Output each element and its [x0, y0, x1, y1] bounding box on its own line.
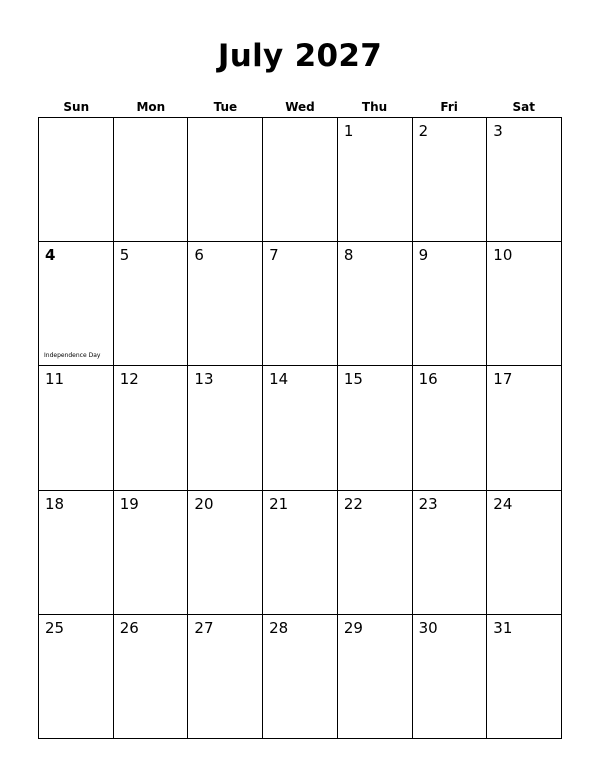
day-cell	[338, 491, 413, 615]
day-cell	[413, 491, 488, 615]
day-cell	[39, 366, 114, 490]
weekday-wed: Wed	[285, 100, 315, 114]
day-cell	[39, 491, 114, 615]
day-number: 29	[343, 618, 363, 637]
day-number: 21	[269, 494, 289, 513]
day-number: 31	[493, 618, 513, 637]
day-number: 4	[45, 246, 56, 265]
day-cell	[188, 615, 263, 739]
day-number: 11	[45, 370, 65, 389]
day-cell	[39, 242, 114, 366]
day-cell	[338, 615, 413, 739]
day-cell	[39, 615, 114, 739]
day-number: 17	[493, 370, 513, 389]
day-cell	[188, 118, 263, 242]
day-cell	[263, 491, 338, 615]
day-cell	[487, 118, 562, 242]
day-number: 14	[269, 370, 289, 389]
weekday-sat: Sat	[512, 100, 535, 114]
calendar-grid	[38, 117, 562, 739]
day-number: 22	[343, 494, 363, 513]
day-cell	[338, 242, 413, 366]
day-cell	[413, 366, 488, 490]
day-number: 19	[119, 494, 139, 513]
weekday-tue: Tue	[213, 100, 238, 114]
day-cell	[263, 366, 338, 490]
day-cell	[263, 242, 338, 366]
day-number: 1	[343, 122, 354, 140]
day-number: 3	[493, 122, 503, 140]
day-cell	[338, 366, 413, 490]
day-cell	[114, 366, 189, 490]
day-cell	[188, 242, 263, 366]
weekday-header	[39, 97, 561, 117]
day-cell	[114, 242, 189, 366]
day-cell	[188, 491, 263, 615]
day-cell	[188, 366, 263, 490]
day-cell	[413, 118, 488, 242]
day-number: 13	[194, 370, 214, 389]
day-number: 12	[119, 370, 139, 389]
holiday-label: Independence Day	[44, 352, 101, 360]
day-number: 6	[194, 246, 204, 265]
weekday-fri: Fri	[440, 100, 458, 114]
day-number: 2	[418, 122, 429, 140]
day-number: 10	[493, 246, 513, 265]
day-cell	[487, 491, 562, 615]
day-number: 30	[418, 618, 438, 637]
weekday-thu: Thu	[361, 100, 388, 114]
day-cell	[487, 242, 562, 366]
day-number: 28	[269, 618, 289, 637]
day-cell	[39, 118, 114, 242]
day-cell	[487, 366, 562, 490]
day-number: 23	[418, 494, 438, 513]
weekday-sun: Sun	[63, 100, 90, 114]
weekday-mon: Mon	[136, 100, 166, 114]
day-cell	[114, 118, 189, 242]
day-number: 20	[194, 494, 214, 513]
day-number: 9	[418, 246, 429, 265]
day-cell	[487, 615, 562, 739]
day-cell	[338, 118, 413, 242]
day-cell	[413, 615, 488, 739]
day-number: 24	[493, 494, 513, 513]
day-cell	[114, 615, 189, 739]
day-cell	[413, 242, 488, 366]
day-number: 7	[269, 246, 279, 265]
day-cell	[263, 615, 338, 739]
day-cell	[263, 118, 338, 242]
day-number: 8	[343, 246, 354, 265]
calendar-title: July 2027	[217, 38, 383, 74]
day-number: 18	[45, 494, 65, 513]
day-number: 5	[119, 246, 130, 265]
day-number: 25	[45, 618, 65, 637]
day-number: 27	[194, 618, 214, 637]
day-number: 26	[119, 618, 139, 637]
day-number: 16	[418, 370, 438, 389]
day-cell	[114, 491, 189, 615]
day-number: 15	[343, 370, 363, 389]
